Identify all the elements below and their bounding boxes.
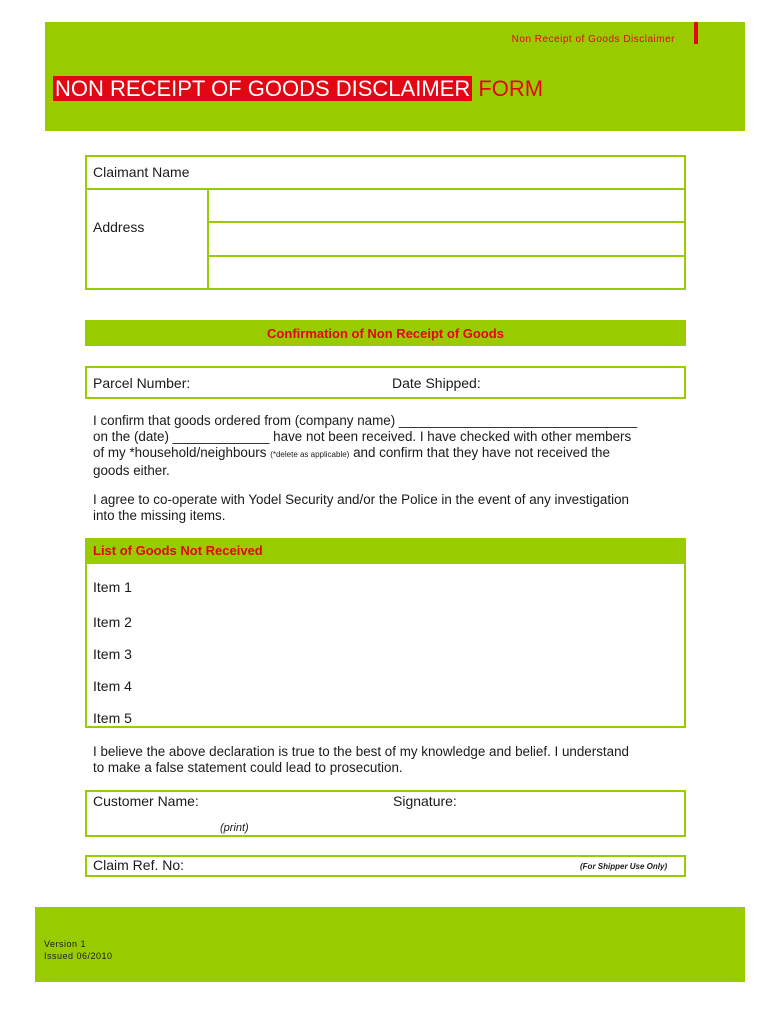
shipper-use-note: (For Shipper Use Only) xyxy=(580,862,668,871)
cooperation-paragraph xyxy=(93,492,693,524)
goods-heading: List of Goods Not Received xyxy=(93,543,263,558)
declaration-paragraph xyxy=(93,744,693,776)
claim-ref-label: Claim Ref. No: xyxy=(93,857,185,873)
version-text: Version 1 xyxy=(44,939,87,949)
address-field-2[interactable] xyxy=(209,223,684,255)
goods-item-5: Item 5 xyxy=(93,710,132,726)
para1-line3 xyxy=(93,445,693,463)
confirmation-paragraph xyxy=(93,413,693,479)
header-accent-bar xyxy=(694,22,698,44)
claimant-name-label: Claimant Name xyxy=(93,164,190,180)
declaration-line1: I believe the above declaration is true to the best of my knowledge and belief. I understand xyxy=(93,744,629,759)
goods-item-2: Item 2 xyxy=(93,614,132,630)
signature-field[interactable] xyxy=(465,793,680,833)
goods-item-1: Item 1 xyxy=(93,579,132,595)
address-label: Address xyxy=(93,219,145,235)
goods-item-1-field[interactable] xyxy=(150,576,680,598)
address-field-1[interactable] xyxy=(209,190,684,221)
para1-line3-start: of my *household/neighbours xyxy=(93,445,267,460)
confirmation-heading: Confirmation of Non Receipt of Goods xyxy=(267,326,504,341)
title-rest: FORM xyxy=(478,76,544,101)
goods-item-4-field[interactable] xyxy=(150,675,680,697)
goods-item-2-field[interactable] xyxy=(150,611,680,633)
signature-label: Signature: xyxy=(393,793,457,809)
goods-item-4: Item 4 xyxy=(93,678,132,694)
claim-ref-field[interactable] xyxy=(190,857,570,875)
page-title xyxy=(53,76,543,102)
running-title: Non Receipt of Goods Disclaimer xyxy=(511,34,675,45)
parcel-number-label: Parcel Number: xyxy=(93,375,191,391)
footer-band xyxy=(35,907,745,982)
para2-line1: I agree to co-operate with Yodel Security and/or the Police in the event of any investigation xyxy=(93,492,629,507)
para1-line1: I confirm that goods ordered from (company name) ________________________________ xyxy=(93,413,638,428)
delete-as-applicable-note: (*delete as applicable) xyxy=(270,450,350,459)
print-hint: (print) xyxy=(220,822,249,834)
issued-date-text: Issued 06/2010 xyxy=(44,951,113,961)
title-highlight: NON RECEIPT OF GOODS DISCLAIMER xyxy=(55,76,471,101)
address-field-3[interactable] xyxy=(209,257,684,288)
para2-line2: into the missing items. xyxy=(93,508,226,523)
declaration-line2: to make a false statement could lead to prosecution. xyxy=(93,760,403,775)
parcel-number-field[interactable] xyxy=(195,369,385,396)
goods-item-3: Item 3 xyxy=(93,646,132,662)
para1-line2: on the (date) _____________ have not been received. I have checked with other members xyxy=(93,429,632,444)
para1-line4: goods either. xyxy=(93,463,170,478)
claimant-name-field[interactable] xyxy=(210,157,684,188)
date-shipped-field[interactable] xyxy=(488,369,683,396)
customer-name-label: Customer Name: xyxy=(93,793,199,809)
date-shipped-label: Date Shipped: xyxy=(392,375,481,391)
customer-name-field[interactable] xyxy=(205,793,385,819)
para1-line3-end: and confirm that they have not received the xyxy=(353,445,610,460)
goods-item-5-field[interactable] xyxy=(150,707,680,726)
goods-item-3-field[interactable] xyxy=(150,643,680,665)
